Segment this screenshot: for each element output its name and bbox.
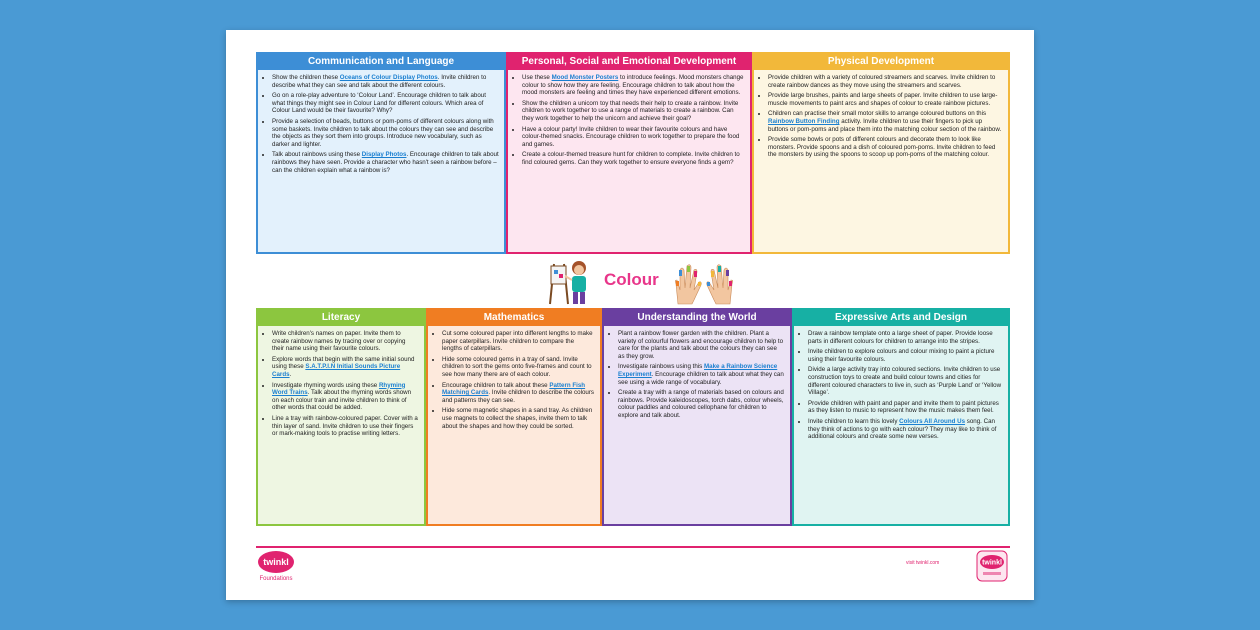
communication-list — [258, 70, 504, 174]
literacy-item — [272, 382, 419, 412]
item-text: Explore words that begin with the same initial sound using these — [272, 355, 415, 371]
literacy-item — [272, 330, 419, 353]
arts-list — [794, 326, 1008, 441]
communication-item — [272, 118, 499, 148]
item-text: Hide some magnetic shapes in a sand tray. As children use magnets to collect the shapes, invite them to talk about the shapes and how they could be sorted. — [442, 407, 593, 430]
physical-item — [768, 74, 1003, 89]
resource-link[interactable]: Make a Rainbow Science Experiment — [618, 363, 778, 378]
item-text: to introduce feelings. Mood monsters change colour to show how they are feeling. Encourage children to talk about how the mood monsters are feeling and times they have experienced different emotions. — [522, 74, 744, 97]
resource-link[interactable]: Rainbow Button Finding — [768, 117, 840, 125]
item-text: Go on a role-play adventure to ‘Colour Land’. Encourage children to talk about what things they might see in Colour Land for different colours. Which area of Colour Land would be their favourite? Why? — [272, 92, 486, 115]
mathematics-box — [426, 308, 602, 526]
item-text: Provide children with paint and paper and invite them to paint pictures as they listen to music to represent how the music makes them feel. — [808, 399, 999, 415]
item-text: Provide large brushes, paints and large sheets of paper. Invite children to use large-muscle movements to paint arcs and shapes of colour to create rainbow pictures. — [768, 92, 998, 107]
item-text: . Encourage children to talk about what they can see using a wide range of vocabulary. — [618, 370, 784, 386]
item-text: Provide a selection of beads, buttons or pom-poms of different colours along with some baskets. Invite children to talk about the colours they can see and describe the objects as they sort them into groups. Introduce new vocabulary, such as darker and lighter. — [272, 117, 494, 148]
communication-item — [272, 74, 499, 89]
child-painting-easel-icon — [548, 258, 594, 306]
personal-item — [522, 100, 745, 123]
painted-hands-icon — [668, 260, 744, 306]
resource-link[interactable]: Mood Monster Posters — [551, 74, 619, 81]
literacy-heading: Literacy — [258, 310, 424, 326]
physical-heading: Physical Development — [754, 54, 1008, 70]
logo-left-subtext: Foundations — [259, 576, 293, 582]
communication-item — [272, 151, 499, 174]
item-text: Encourage children to talk about these — [442, 381, 550, 389]
world-list — [604, 326, 790, 420]
literacy-item — [272, 356, 419, 379]
world-item — [618, 330, 785, 360]
arts-heading: Expressive Arts and Design — [794, 310, 1008, 326]
personal-social-box — [506, 52, 752, 254]
world-item — [618, 389, 785, 419]
item-text: Children can practise their small motor skills to arrange coloured buttons on this — [768, 110, 987, 118]
item-text: Investigate rhyming words using these — [272, 381, 379, 389]
footer-divider — [256, 546, 1010, 548]
resource-link[interactable]: Colours All Around Us — [899, 417, 966, 425]
item-text: . Encourage children to talk about rainbows they have seen. Provide a character who hasn't seen a rainbow before – can the children explain what a rainbow is? — [272, 151, 499, 174]
maths-item — [442, 407, 595, 430]
literacy-list — [258, 326, 424, 438]
item-text: Use these — [522, 74, 552, 81]
twinkl-badge-logo — [974, 548, 1010, 584]
item-text: Draw a rainbow template onto a large sheet of paper. Provide loose parts in different colours for children to arrange into the stripes. — [808, 330, 993, 345]
item-text: Write children's names on paper. Invite them to create rainbow names by tracing over or copying their name using their favourite colours. — [272, 330, 406, 353]
personal-item — [522, 151, 745, 166]
resource-link[interactable]: Display Photos — [361, 151, 407, 159]
maths-list — [428, 326, 600, 430]
footer-url[interactable]: visit twinkl.com — [906, 560, 940, 566]
world-item — [618, 363, 785, 386]
item-text: song. Can they think of actions to go with each colour? They may like to think of additional colours and create some new verses. — [808, 417, 997, 441]
maths-item — [442, 382, 595, 405]
resource-link[interactable]: Oceans of Colour Display Photos — [339, 74, 438, 81]
item-text: Provide some bowls or pots of different colours and decorate them to look like monsters. Provide spoons and a dish of coloured pom-poms. Invite children to feed the monsters by using the spoons to scoop up pom-poms of the matching colour. — [768, 136, 996, 159]
maths-item — [442, 356, 595, 379]
logo-right-text: twinkl — [982, 559, 1002, 567]
physical-development-box — [752, 52, 1010, 254]
arts-item — [808, 418, 1003, 441]
arts-item — [808, 400, 1003, 415]
item-text: Cut some coloured paper into different lengths to make paper caterpillars. Invite children to compare the lengths of caterpillars. — [442, 330, 593, 353]
twinkl-foundations-logo — [256, 550, 306, 584]
item-text: . Talk about the rhyming words shown on each colour train and invite children to think of other words that could be added. — [272, 389, 412, 412]
literacy-box — [256, 308, 426, 526]
item-text: Hide some coloured gems in a tray of sand. Invite children to sort the gems onto five-frames and count to see how many there are of each colour. — [442, 355, 592, 378]
physical-list — [754, 70, 1008, 159]
item-text: . — [289, 370, 292, 378]
item-text: Show the children a unicorn toy that needs their help to create a rainbow. Invite children to work together to use a range of materials to create a rainbow. Can they work together to help the unicorn and achieve their goal? — [522, 99, 739, 122]
planning-sheet — [226, 30, 1034, 600]
title-row — [536, 258, 756, 308]
physical-item — [768, 136, 1003, 159]
item-text: Have a colour party! Invite children to wear their favourite colours and have colour-themed snacks. Encourage children to work together to prepare the food and games. — [522, 125, 740, 148]
item-text: Investigate rainbows using this — [618, 363, 704, 371]
personal-item — [522, 74, 745, 97]
physical-item — [768, 110, 1003, 133]
resource-link[interactable]: S.A.T.P.I.N Initial Sounds Picture Cards — [272, 363, 401, 378]
item-text: . Invite children to describe what they can see and talk about the different colours. — [272, 74, 487, 89]
item-text: Show the children these — [272, 74, 340, 81]
item-text: Line a tray with rainbow-coloured paper. Cover with a thin layer of sand. Invite children to use their fingers or mark-making tools to practise writing letters. — [272, 414, 418, 438]
resource-link[interactable]: Pattern Fish Matching Cards — [442, 381, 586, 397]
understanding-world-box — [602, 308, 792, 526]
arts-item — [808, 330, 1003, 345]
item-text: activity. Invite children to use their fingers to pick up buttons or pom-poms and place them into the matching colour section of the rainbow. — [768, 117, 1002, 133]
expressive-arts-box — [792, 308, 1010, 526]
maths-heading: Mathematics — [428, 310, 600, 326]
item-text: Plant a rainbow flower garden with the children. Plant a variety of colourful flowers and encourage children to help to care for the plants and talk about the colours they can see as they grow. — [618, 330, 784, 360]
personal-list — [508, 70, 750, 167]
item-text: Create a tray with a range of materials based on colours and rainbows. Provide kaleidoscopes, torch dabs, colour wheels, colour paddles and coloured cellophane for children to explore and talk about. — [618, 389, 784, 419]
item-text: Invite children to learn this lovely — [808, 417, 900, 425]
communication-heading: Communication and Language — [258, 54, 504, 70]
literacy-item — [272, 415, 419, 438]
item-text: Divide a large activity tray into coloured sections. Invite children to use construction toys to create and build colour towns and cities for different coloured characters to live in, such as ‘Purple Land’ or ‘Yellow Village’. — [808, 366, 1002, 397]
communication-item — [272, 92, 499, 115]
item-text: Talk about rainbows using these — [272, 151, 362, 159]
item-text: Invite children to explore colours and colour mixing to paint a picture using their favourite colours. — [808, 348, 995, 363]
world-heading: Understanding the World — [604, 310, 790, 326]
resource-link[interactable]: Rhyming Word Trains — [272, 381, 406, 397]
arts-item — [808, 348, 1003, 363]
logo-left-text: twinkl — [263, 557, 289, 567]
communication-language-box — [256, 52, 506, 254]
personal-heading: Personal, Social and Emotional Development — [508, 54, 750, 70]
item-text: . Invite children to describe the colours and patterns they can see. — [442, 389, 595, 404]
arts-item — [808, 366, 1003, 396]
item-text: Provide children with a variety of coloured streamers and scarves. Invite children to create rainbow dances as they move using the streamers and scarves. — [768, 74, 996, 89]
personal-item — [522, 126, 745, 149]
physical-item — [768, 92, 1003, 107]
page-title: Colour — [604, 270, 659, 289]
maths-item — [442, 330, 595, 353]
item-text: Create a colour-themed treasure hunt for children to complete. Invite children to find coloured gems. Can they work together to ensure everyone finds a gem? — [522, 151, 740, 166]
